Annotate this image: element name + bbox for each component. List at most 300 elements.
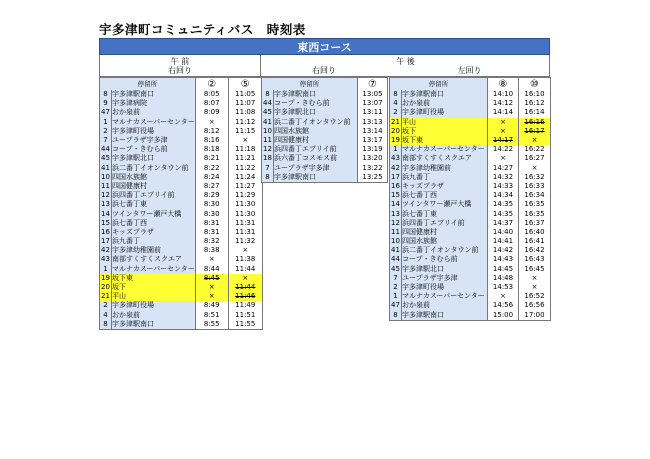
stop-name: マルナカスーパーセンター [402, 145, 488, 154]
table-row [390, 173, 551, 182]
table-row [100, 108, 263, 117]
stop-name: 坂下 [112, 283, 196, 292]
stop-number: 17 [101, 237, 110, 246]
stop-name: 浜四番丁エブリイ前 [274, 145, 358, 154]
trip-number-header: ⑤ [228, 78, 262, 91]
stop-number: 13 [391, 209, 400, 218]
stop-number: 45 [101, 154, 110, 163]
stop-name: 浜九番丁 [112, 237, 196, 246]
stop-name: 浜四番丁エブリイ前 [112, 191, 196, 200]
departure-time: 14:48 [488, 274, 519, 283]
table-row [100, 301, 263, 310]
table-row [390, 182, 551, 191]
departure-time: 16:32 [519, 173, 551, 182]
departure-time: 11:46 [228, 292, 262, 301]
table-row [390, 246, 551, 255]
stop-number: 1 [390, 292, 402, 301]
stop-number: 16 [391, 181, 400, 190]
departure-time: 16:45 [519, 265, 551, 274]
stop-name: ツインタワー瀬戸大橋 [112, 209, 196, 218]
stop-name: 宇多津町役場 [402, 108, 488, 117]
departure-time: 11:51 [228, 311, 262, 320]
table-row [100, 255, 263, 264]
departure-time: 16:34 [519, 191, 551, 200]
stop-number: 7 [262, 164, 274, 173]
table-row [390, 136, 551, 145]
departure-time: 8:18 [195, 145, 228, 154]
stop-number: 45 [391, 264, 400, 273]
stop-number: 43 [391, 154, 400, 163]
station-column-header: 停留所 [262, 78, 358, 91]
departure-time: × [488, 154, 519, 163]
table-row [390, 108, 551, 117]
departure-time: × [488, 118, 519, 127]
stop-number: 41 [101, 163, 110, 172]
departure-time: 13:22 [358, 164, 388, 173]
stop-number: 8 [390, 90, 402, 99]
departure-time: 11:31 [228, 228, 262, 237]
stop-name: 四国水族館 [274, 127, 358, 136]
stop-name: ツインタワー瀬戸大橋 [402, 200, 488, 209]
table-row [390, 301, 551, 310]
departure-time: 14:27 [488, 164, 519, 173]
table-row [100, 145, 263, 154]
stop-name: 宇多津駅南口 [274, 173, 358, 183]
departure-time: 11:27 [228, 182, 262, 191]
stop-number: 21 [391, 117, 400, 126]
stop-number: 20 [101, 283, 110, 292]
stop-name: 宇多津町役場 [112, 127, 196, 136]
departure-time: 13:14 [358, 127, 388, 136]
departure-time: 8:16 [195, 136, 228, 145]
stop-number: 8 [100, 90, 112, 99]
stop-number: 43 [101, 255, 110, 264]
stop-name: 宇多津病院 [112, 99, 196, 108]
departure-time: 8:24 [195, 173, 228, 182]
table-row [100, 228, 263, 237]
stop-number: 14 [391, 200, 400, 209]
trip-number-header: ⑩ [519, 78, 551, 91]
table-row [100, 274, 263, 283]
departure-time: 11:29 [228, 191, 262, 200]
table-row [262, 118, 388, 127]
stop-number: 47 [391, 301, 400, 310]
stop-name: 浜二番丁イオンタウン前 [402, 246, 488, 255]
stop-number: 1 [100, 118, 112, 127]
table-row [262, 99, 388, 108]
table-row [100, 283, 263, 292]
station-column-header: 停留所 [100, 78, 196, 91]
departure-time: 16:14 [519, 108, 551, 117]
departure-time: 16:40 [519, 228, 551, 237]
stop-number: 4 [390, 99, 402, 108]
stop-number: 44 [391, 255, 400, 264]
departure-time: × [228, 136, 262, 145]
stop-number: 2 [390, 283, 402, 292]
departure-time: 8:21 [195, 154, 228, 163]
stop-name: 浜七番丁東 [402, 209, 488, 218]
stop-name: ユープラザ宇多津 [402, 274, 488, 283]
departure-time: 16:22 [519, 145, 551, 154]
stop-number: 10 [101, 172, 110, 181]
stop-name: 宇多津駅南口 [402, 311, 488, 321]
stop-name: おか泉前 [402, 301, 488, 310]
departure-time: 11:31 [228, 219, 262, 228]
departure-time: 14:14 [488, 108, 519, 117]
stop-name: 宇多津駅北口 [274, 108, 358, 117]
table-row [100, 90, 263, 99]
station-column-header: 停留所 [390, 78, 488, 91]
departure-time: 16:56 [519, 301, 551, 310]
table-row [390, 219, 551, 228]
table-row [390, 99, 551, 108]
table-row [100, 164, 263, 173]
stop-name: 四国水族館 [112, 173, 196, 182]
stop-name: ユープラザ宇多津 [274, 164, 358, 173]
table-row [262, 154, 388, 163]
table-row [100, 209, 263, 218]
stop-number: 13 [101, 200, 110, 209]
stop-number: 20 [391, 126, 400, 135]
table-row [262, 127, 388, 136]
stop-name: 浜七番丁東 [112, 200, 196, 209]
stop-name: 宇多津駅北口 [112, 154, 196, 163]
departure-time: 13:07 [358, 99, 388, 108]
stop-number: 7 [100, 136, 112, 145]
table-row [390, 127, 551, 136]
stop-name: マルナカスーパーセンター [402, 292, 488, 301]
departure-time: × [195, 292, 228, 301]
departure-time: 14:37 [488, 219, 519, 228]
departure-time: 13:13 [358, 118, 388, 127]
table-row [390, 90, 551, 99]
table-row [100, 320, 263, 330]
table-row [390, 228, 551, 237]
departure-time: 8:30 [195, 209, 228, 218]
departure-time: 11:49 [228, 301, 262, 310]
stop-number: 2 [100, 301, 112, 310]
stop-name: おか泉前 [112, 108, 196, 117]
stop-number: 8 [100, 320, 112, 330]
timetable-grid [389, 77, 551, 321]
departure-time: 11:44 [228, 265, 262, 274]
stop-name: 宇多津駅南口 [112, 90, 196, 99]
trip-number-header: ⑧ [488, 78, 519, 91]
table-row [100, 265, 263, 274]
departure-time: 16:35 [519, 200, 551, 209]
table-row [100, 182, 263, 191]
stop-name: 宇多津幼稚園前 [402, 164, 488, 173]
stop-name: 宇多津町役場 [402, 283, 488, 292]
table-row [390, 283, 551, 292]
stop-name: 坂下 [402, 127, 488, 136]
departure-time: 13:19 [358, 145, 388, 154]
stop-number: 41 [263, 117, 272, 126]
table-row [100, 292, 263, 301]
stop-name: 宇多津町役場 [112, 301, 196, 310]
table-row [390, 311, 551, 321]
stop-name: 浜四番丁エブリイ前 [402, 219, 488, 228]
table-row [390, 274, 551, 283]
timetable-grid [261, 77, 388, 183]
stop-number: 17 [391, 172, 400, 181]
stop-number: 41 [391, 246, 400, 255]
departure-time: 11:32 [228, 237, 262, 246]
stop-name: コープ・きむら前 [274, 99, 358, 108]
stop-number: 21 [101, 292, 110, 301]
stop-number: 44 [263, 99, 272, 108]
departure-time: 11:18 [228, 145, 262, 154]
page-title: 宇多津町コミュニティバス 時刻表 [99, 22, 306, 37]
stop-number: 18 [263, 154, 272, 163]
departure-time: 11:07 [228, 99, 262, 108]
table-row [100, 311, 263, 320]
departure-time: 14:32 [488, 173, 519, 182]
departure-time: 16:42 [519, 246, 551, 255]
trip-number-header: ⑦ [358, 78, 388, 91]
table-row [100, 191, 263, 200]
stop-number: 4 [100, 311, 112, 320]
departure-time: 13:20 [358, 154, 388, 163]
departure-time: 8:45 [195, 274, 228, 283]
table-row [390, 237, 551, 246]
am-direction-label: 右回り [168, 66, 192, 75]
departure-time: 13:17 [358, 136, 388, 145]
departure-time: 17:00 [519, 311, 551, 321]
departure-time: 8:09 [195, 108, 228, 117]
stop-name: 宇多津駅北口 [402, 265, 488, 274]
departure-time: 14:12 [488, 99, 519, 108]
table-row [262, 90, 388, 99]
departure-time: 14:41 [488, 237, 519, 246]
departure-time: 11:30 [228, 209, 262, 218]
table-row [262, 145, 388, 154]
departure-time: 11:44 [228, 283, 262, 292]
departure-time: 16:41 [519, 237, 551, 246]
departure-time: × [195, 255, 228, 264]
table-row [390, 200, 551, 209]
departure-time: 8:29 [195, 191, 228, 200]
stop-name: 南部すくすくスクエア [402, 154, 488, 163]
stop-number: 8 [262, 90, 274, 99]
stop-number: 42 [101, 246, 110, 255]
stop-name: ユープラザ宇多津 [112, 136, 196, 145]
departure-time: 14:45 [488, 265, 519, 274]
stop-name: 宇多津駅南口 [112, 320, 196, 330]
stop-name: 南部すくすくスクエア [112, 255, 196, 264]
departure-time: 13:05 [358, 90, 388, 99]
departure-time: 14:42 [488, 246, 519, 255]
stop-number: 42 [391, 163, 400, 172]
departure-time: × [228, 274, 262, 283]
table-row [390, 209, 551, 218]
table-row [390, 154, 551, 163]
table-row [390, 292, 551, 301]
table-row [100, 118, 263, 127]
departure-time: 14:22 [488, 145, 519, 154]
stop-number: 2 [100, 127, 112, 136]
departure-time: 16:35 [519, 209, 551, 218]
stop-name: マルナカスーパーセンター [112, 264, 195, 273]
departure-time: 8:55 [195, 320, 228, 330]
stop-name: 四国健康村 [112, 182, 196, 191]
stop-name: 浜二番丁イオンタウン前 [112, 164, 196, 173]
departure-time: 11:12 [228, 118, 262, 127]
departure-time: 13:25 [358, 173, 388, 183]
table-row [100, 173, 263, 182]
table-row [100, 99, 263, 108]
departure-time: 14:43 [488, 255, 519, 264]
stop-number: 14 [101, 209, 110, 218]
stop-number: 2 [390, 108, 402, 117]
table-row [390, 191, 551, 200]
stop-number: 12 [263, 145, 272, 154]
stop-name: コープ・きむら前 [112, 145, 196, 154]
departure-time: 14:53 [488, 283, 519, 292]
stop-name: 四国健康村 [402, 228, 488, 237]
stop-number: 10 [391, 237, 400, 246]
pm-left-direction-label: 左回り [457, 66, 482, 75]
departure-time: 14:10 [488, 90, 519, 99]
stop-name: 坂下東 [402, 136, 488, 145]
stop-name: おか泉前 [402, 99, 488, 108]
pm-right-direction-label: 右回り [312, 66, 336, 75]
departure-time: 16:27 [519, 154, 551, 163]
departure-time: × [488, 292, 519, 301]
departure-time: 14:17 [488, 136, 519, 145]
stop-name: 浜九番丁 [402, 173, 488, 182]
stop-number: 12 [391, 218, 400, 227]
timetable-grid [99, 77, 263, 330]
stop-number: 15 [101, 218, 110, 227]
departure-time: 11:55 [228, 320, 262, 330]
table-row [100, 219, 263, 228]
departure-time: 16:33 [519, 182, 551, 191]
stop-number: 11 [391, 227, 400, 236]
departure-time: 13:11 [358, 108, 388, 117]
departure-time: 14:34 [488, 191, 519, 200]
departure-time: 16:52 [519, 292, 551, 301]
stop-name: マルナカスーパーセンター [112, 117, 195, 126]
table-row [390, 145, 551, 154]
departure-time: 16:12 [519, 99, 551, 108]
departure-time: × [519, 136, 551, 145]
stop-name: 宇多津幼稚園前 [112, 246, 196, 255]
table-row [390, 164, 551, 173]
departure-time: 8:32 [195, 237, 228, 246]
stop-number: 44 [101, 145, 110, 154]
departure-time: 14:35 [488, 200, 519, 209]
table-row [390, 265, 551, 274]
departure-time: 8:12 [195, 127, 228, 136]
departure-time: 8:07 [195, 99, 228, 108]
departure-time: 8:22 [195, 164, 228, 173]
table-row [262, 164, 388, 173]
departure-time: 11:05 [228, 90, 262, 99]
course-banner: 東西コース [99, 38, 550, 55]
stop-number: 45 [263, 108, 272, 117]
departure-time: × [519, 274, 551, 283]
stop-name: 四国健康村 [274, 136, 358, 145]
am-period-label: 午 前 [170, 57, 190, 66]
table-row [100, 246, 263, 255]
departure-time: × [519, 283, 551, 292]
stop-number: 12 [101, 191, 110, 200]
stop-number: 19 [101, 273, 110, 282]
departure-time: 16:16 [519, 118, 551, 127]
table-row [390, 118, 551, 127]
departure-time: 15:00 [488, 311, 519, 321]
table-row [100, 200, 263, 209]
departure-time: 11:15 [228, 127, 262, 136]
stop-name: 浜七番丁西 [402, 191, 488, 200]
stop-name: キッズプラザ [402, 182, 488, 191]
table-row [262, 108, 388, 117]
departure-time: 11:30 [228, 200, 262, 209]
stop-number: 9 [100, 99, 112, 108]
departure-time: × [488, 127, 519, 136]
stop-name: 浜二番丁イオンタウン前 [274, 118, 358, 127]
departure-time: × [195, 283, 228, 292]
stop-name: 四国水族館 [402, 237, 488, 246]
stop-number: 1 [100, 265, 112, 274]
departure-time: 8:38 [195, 246, 228, 255]
departure-time: 16:10 [519, 90, 551, 99]
departure-time: 8:31 [195, 219, 228, 228]
stop-number: 16 [101, 227, 110, 236]
departure-time: × [195, 118, 228, 127]
table-row [262, 136, 388, 145]
stop-name: 宇多津駅南口 [402, 90, 488, 99]
departure-time: 11:24 [228, 173, 262, 182]
stop-name: キッズプラザ [112, 228, 196, 237]
table-row [390, 255, 551, 264]
departure-time: 16:43 [519, 255, 551, 264]
stop-number: 47 [101, 108, 110, 117]
departure-time: 16:37 [519, 219, 551, 228]
departure-time: 11:21 [228, 154, 262, 163]
stop-number: 19 [391, 136, 400, 145]
departure-time: 16:17 [519, 127, 551, 136]
stop-number: 8 [390, 311, 402, 321]
departure-time: 11:08 [228, 108, 262, 117]
departure-time: 8:51 [195, 311, 228, 320]
stop-name: 宇多津駅南口 [274, 90, 358, 99]
departure-time: 8:27 [195, 182, 228, 191]
stop-name: おか泉前 [112, 311, 196, 320]
departure-time: 8:30 [195, 200, 228, 209]
departure-time: 8:49 [195, 301, 228, 310]
trip-number-header: ② [195, 78, 228, 91]
table-row [100, 127, 263, 136]
stop-name: 浜七番丁西 [112, 219, 196, 228]
stop-number: 8 [262, 173, 274, 183]
departure-time: 14:35 [488, 209, 519, 218]
stop-name: 坂下東 [112, 274, 196, 283]
table-row [100, 237, 263, 246]
departure-time: 11:38 [228, 255, 262, 264]
stop-name: 浜六番丁コスモス前 [274, 154, 358, 163]
departure-time: 8:31 [195, 228, 228, 237]
stop-name: 平山 [112, 292, 196, 301]
departure-time: 14:33 [488, 182, 519, 191]
table-row [262, 173, 388, 183]
table-row [100, 136, 263, 145]
table-row [100, 154, 263, 163]
stop-number: 11 [263, 136, 272, 145]
stop-number: 11 [101, 181, 110, 190]
stop-name: コープ・きむら前 [402, 255, 488, 264]
